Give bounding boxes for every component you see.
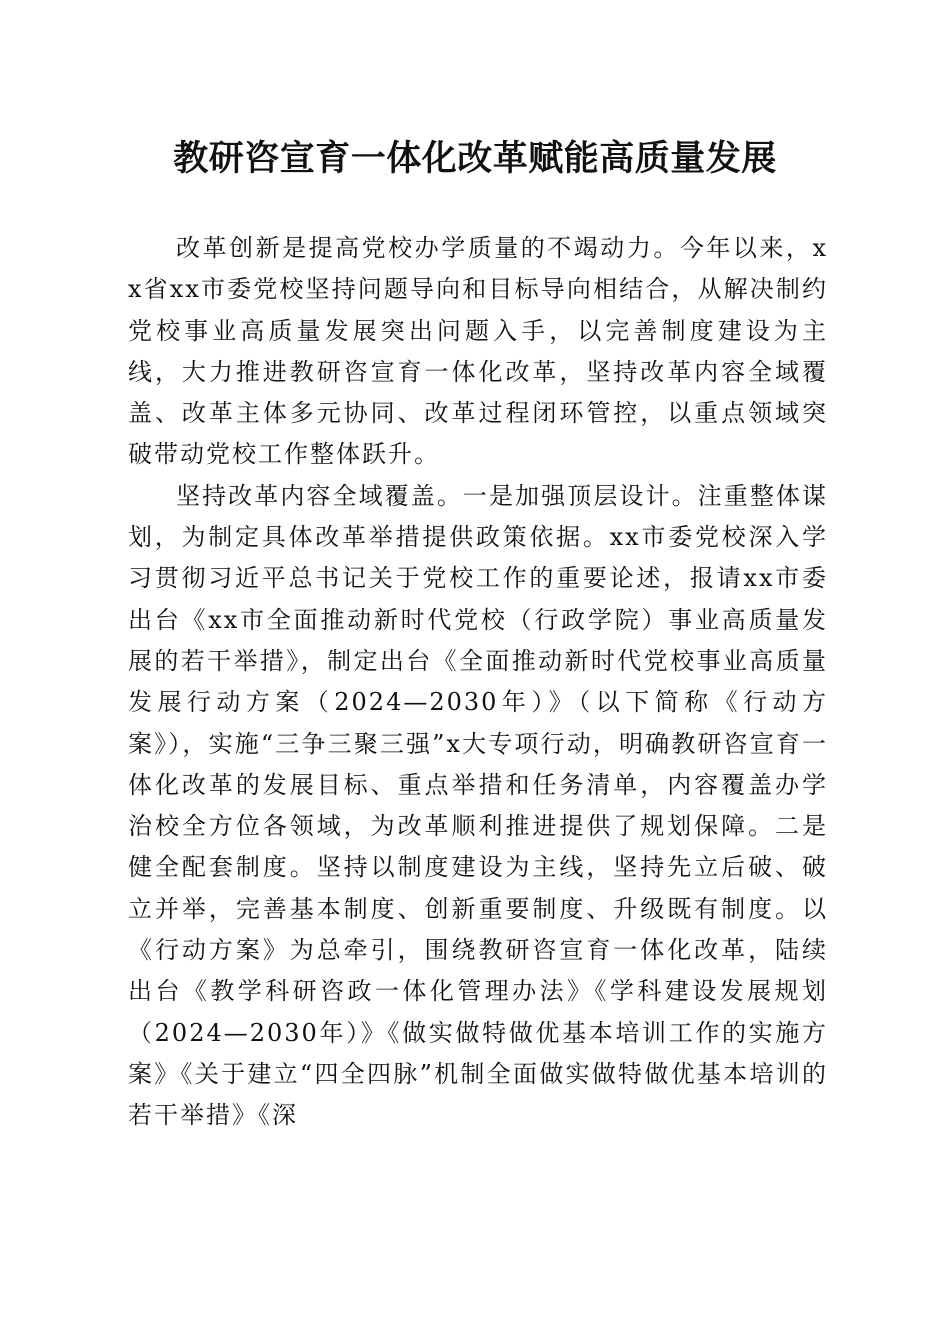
paragraph-reform-coverage: 坚持改革内容全域覆盖。一是加强顶层设计。注重整体谋划，为制定具体改革举措提供政策依据。xx市委党校深入学习贯彻习近平总书记关于党校工作的重要论述，报请xx市委出台《xx市全面推动新时代党校（行政学院）事业高质量发展的若干举措》，制定出台《全面推动新时代党校事业高质量发展行动方案（2024—2030年）》（以下简称《行动方案》），实施“三争三聚三强”x大专项行动，明确教研咨宣育一体化改革的发展目标、重点举措和任务清单，内容覆盖办学治校全方位各领域，为改革顺利推进提供了规划保障。二是健全配套制度。坚持以制度建设为主线，坚持先立后破、破立并举，完善基本制度、创新重要制度、升级既有制度。以《行动方案》为总牵引，围绕教研咨宣育一体化改革，陆续出台《教学科研咨政一体化管理办法》《学科建设发展规划（2024—2030年）》《做实做特做优基本培训工作的实施方案》《关于建立“四全四脉”机制全面做实做特做优基本培训的若干举措》《深 [128,481,828,1130]
document-body [128,228,828,1137]
paragraph-intro: 改革创新是提高党校办学质量的不竭动力。今年以来，xx省xx市委党校坚持问题导向和目标导向相结合，从解决制约党校事业高质量发展突出问题入手，以完善制度建设为主线，大力推进教研咨宣育一体化改革，坚持改革内容全域覆盖、改革主体多元协同、改革过程闭环管控，以重点领域突破带动党校工作整体跃升。 [128,234,828,469]
document-title: 教研咨宣育一体化改革赋能高质量发展 [173,138,777,179]
